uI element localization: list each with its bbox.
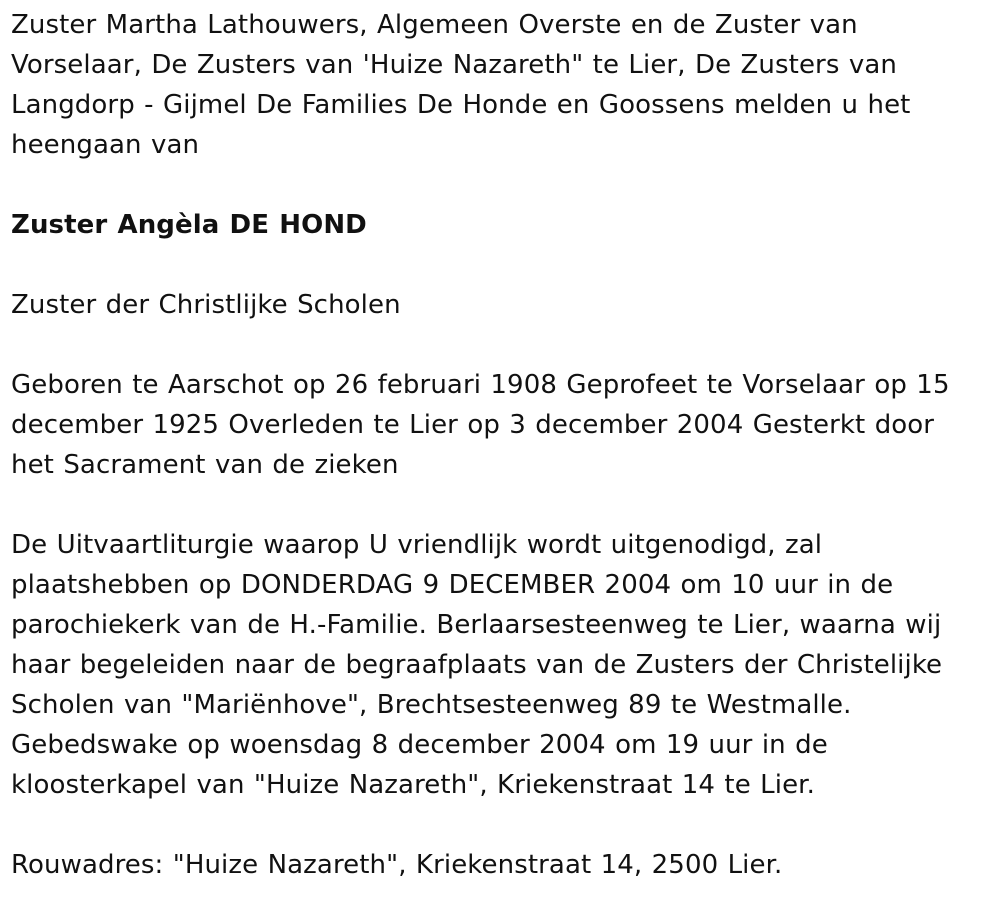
intro-paragraph: Zuster Martha Lathouwers, Algemeen Overste en de Zuster van Vorselaar, De Zusters van 'Huize Nazareth" te Lier, De Zusters van Langdorp - Gijmel De Families De Honde en Goossens melden u het heengaan van xyxy=(11,10,911,160)
life-dates-paragraph: Geboren te Aarschot op 26 februari 1908 Geprofeet te Vorselaar op 15 december 1925 Overleden te Lier op 3 december 2004 Gesterkt door het Sacrament van de zieken xyxy=(11,370,950,480)
congregation-line: Zuster der Christlijke Scholen xyxy=(11,290,401,320)
funeral-paragraph: De Uitvaartliturgie waarop U vriendlijk wordt uitgenodigd, zal plaatshebben op DONDERDAG 9 DECEMBER 2004 om 10 uur in de parochiekerk van de H.-Familie. Berlaarsesteenweg te Lier, waarna wij haar begeleiden naar de begraafplaats van de Zusters der Christelijke Scholen van "Mariënhove", Brechtsesteenweg 89 te Westmalle. Gebedswake op woensdag 8 december 2004 om 19 uur in de kloosterkapel van "Huize Nazareth", Kriekenstraat 14 te Lier. xyxy=(11,530,943,800)
address-line: Rouwadres: "Huize Nazareth", Kriekenstraat 14, 2500 Lier. xyxy=(11,850,783,880)
deceased-name: Zuster Angèla DE HOND xyxy=(11,210,367,240)
